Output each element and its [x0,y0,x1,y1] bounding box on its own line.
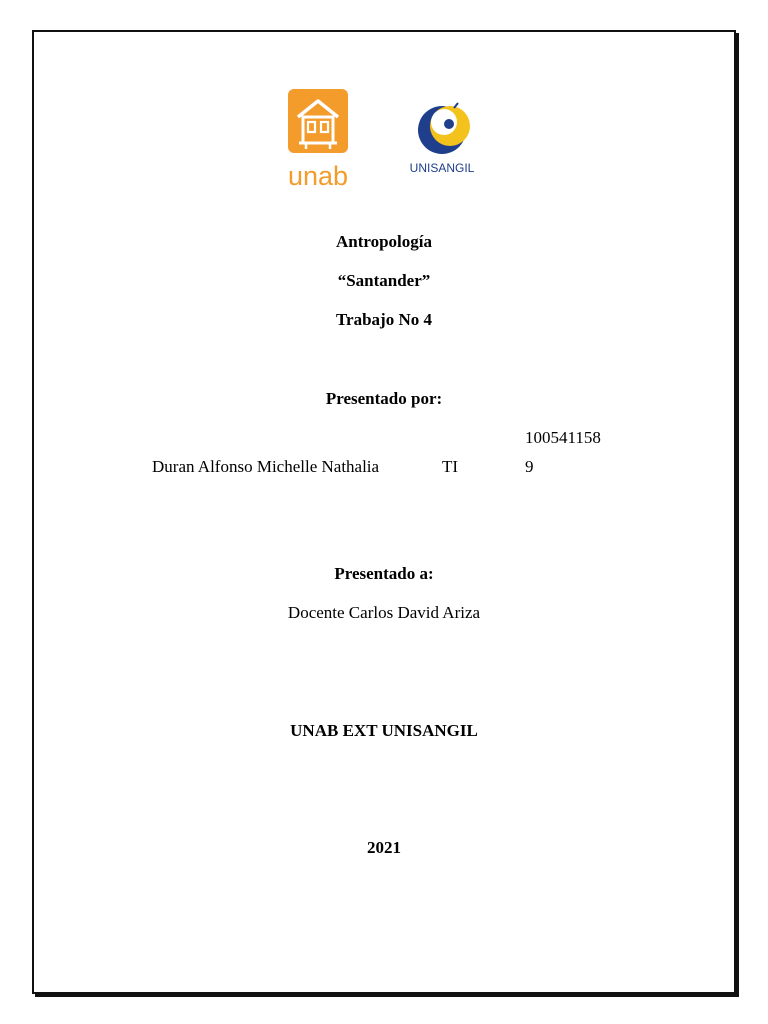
student-name: Duran Alfonso Michelle Nathalia [152,457,380,476]
teacher-name: Docente Carlos David Ariza [287,603,481,622]
logo-header [34,32,734,212]
institution-name: UNAB EXT UNISANGIL [290,721,478,740]
presented-by-heading: Presentado por: [325,389,443,408]
unisangil-wordmark: UNISANGIL [409,161,475,175]
document-page [32,30,736,994]
assignment-title: Trabajo No 4 [335,310,432,329]
unab-wordmark: unab [287,161,349,191]
course-title: Antropología [335,232,433,251]
id-type: TI [442,457,459,476]
presented-to-heading: Presentado a: [334,564,434,583]
unisangil-moon-logo-icon [402,102,482,177]
id-number-line2: 9 [525,457,534,476]
unab-house-logo-icon [284,87,352,192]
year: 2021 [367,838,401,857]
topic-title: “Santander” [337,271,431,290]
id-number-line1: 100541158 [525,428,601,447]
